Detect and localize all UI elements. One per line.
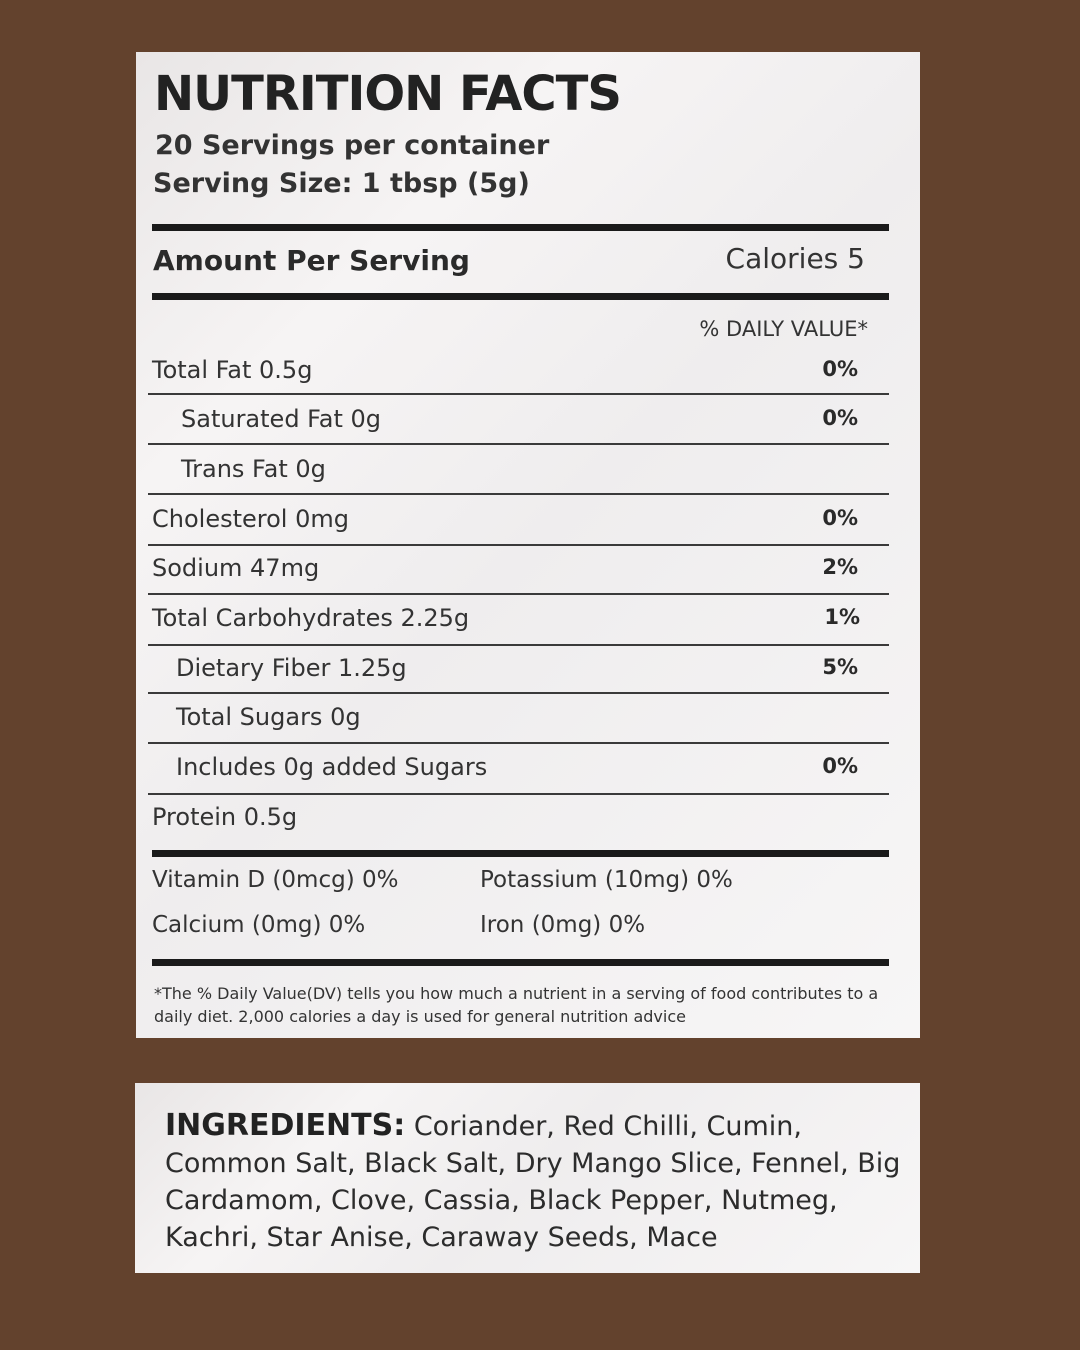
daily-value-header: % DAILY VALUE* [699,317,868,341]
nutrient-daily-value: 0% [822,506,858,530]
nutrient-label: Total Sugars 0g [176,703,361,731]
thick-divider [152,959,889,966]
row-divider [148,793,889,795]
nutrient-daily-value: 0% [822,406,858,430]
nutrient-daily-value: 0% [822,754,858,778]
serving-size: Serving Size: 1 tbsp (5g) [153,168,530,199]
thick-divider [152,293,889,300]
row-divider [148,493,889,495]
potassium: Potassium (10mg) 0% [480,867,733,893]
calcium: Calcium (0mg) 0% [152,912,366,938]
amount-per-serving: Amount Per Serving [153,244,470,277]
nutrient-row-sodium [136,549,920,589]
row-divider [148,692,889,694]
ingredients-block [165,1107,925,1256]
nutrient-label: Sodium 47mg [152,554,320,582]
row-divider [148,393,889,395]
nutrient-daily-value: 5% [822,655,858,679]
servings-per-container: 20 Servings per container [155,130,550,161]
nutrient-row-cholesterol [136,500,920,540]
calories-value: Calories 5 [725,242,865,275]
nutrient-label: Protein 0.5g [152,803,298,831]
nutrient-row-saturated-fat [136,400,920,440]
nutrient-daily-value: 0% [822,357,858,381]
nutrient-row-total-carbohydrates [136,599,920,639]
vitamin-d: Vitamin D (0mcg) 0% [152,867,399,893]
nutrient-row-dietary-fiber [136,649,920,689]
row-divider [148,644,889,646]
iron: Iron (0mg) 0% [480,912,646,938]
thick-divider [152,224,889,231]
nutrient-label: Trans Fat 0g [181,455,326,483]
ingredients-panel [135,1083,920,1273]
nutrition-facts-panel [136,52,920,1038]
nutrient-daily-value: 2% [822,555,858,579]
nutrient-row-trans-fat [136,450,920,490]
thick-divider [152,850,889,857]
nutrient-row-protein [136,798,920,838]
nutrient-row-total-fat [136,351,920,391]
row-divider [148,742,889,744]
daily-value-footnote: *The % Daily Value(DV) tells you how much a nutrient in a serving of food contributes to a daily diet. 2,000 calories a day is used for general nutrition advice [154,984,879,1026]
nutrient-label: Saturated Fat 0g [181,405,382,433]
nutrient-label: Dietary Fiber 1.25g [176,654,407,682]
nutrient-label: Includes 0g added Sugars [176,753,488,781]
nutrient-label: Total Carbohydrates 2.25g [152,604,470,632]
nutrient-label: Total Fat 0.5g [152,356,313,384]
nutrient-row-added-sugars [136,748,920,788]
row-divider [148,544,889,546]
nutrient-daily-value: 1% [824,605,860,629]
nutrient-label: Cholesterol 0mg [152,505,349,533]
nutrition-title: NUTRITION FACTS [154,66,621,122]
nutrient-row-total-sugars [136,698,920,738]
ingredients-label: INGREDIENTS: [165,1108,406,1143]
row-divider [148,443,889,445]
row-divider [148,593,889,595]
ingredients-list: Coriander, Red Chilli, Cumin, Common Salt, Black Salt, Dry Mango Slice, Fennel, Big Cardamom, Clove, Cassia, Black Pepper, Nutmeg, Kachri, Star Anise, Caraway Seeds, Mace [165,1111,901,1253]
